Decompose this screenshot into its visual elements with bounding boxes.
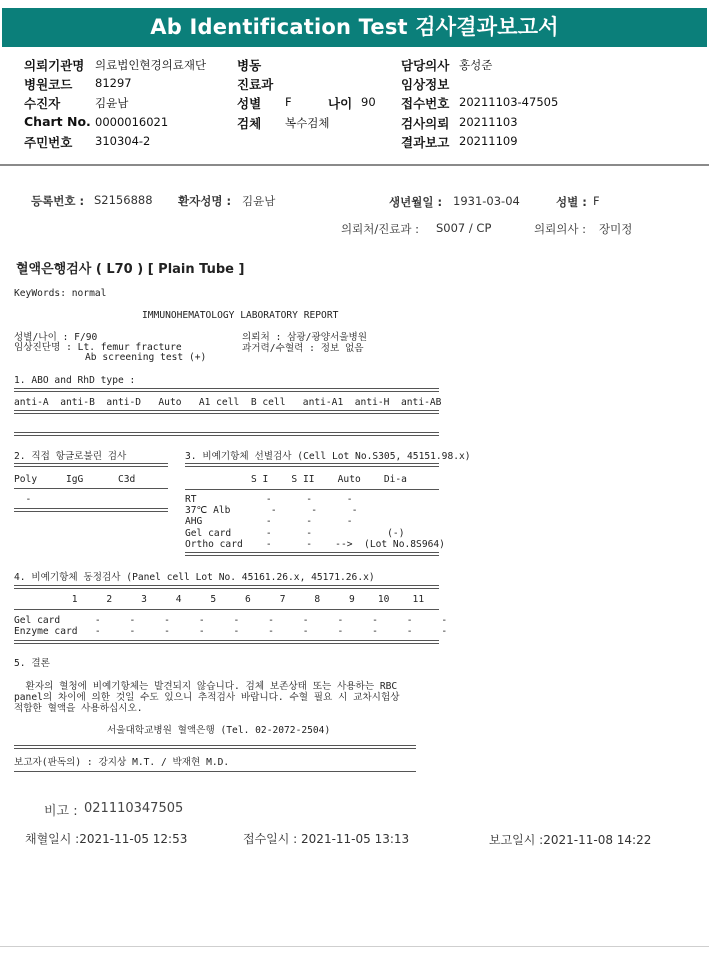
section-1-header: anti-A anti-B anti-D Auto A1 cell B cell anti-A1 anti-H anti-AB bbox=[14, 397, 442, 408]
lab-report-title: IMMUNOHEMATOLOGY LABORATORY REPORT bbox=[142, 310, 339, 321]
patient-name-label: 환자성명 : bbox=[178, 194, 232, 208]
label-institution: 의뢰기관명 bbox=[24, 58, 85, 73]
section-3-rule-top bbox=[185, 463, 439, 467]
bottom-divider bbox=[0, 946, 709, 947]
section-3-row: Ortho card - - --> (Lot No.8S964) bbox=[185, 539, 445, 550]
label-chart-no: Chart No. bbox=[24, 114, 91, 129]
section-2-value: - bbox=[14, 494, 32, 505]
note-label: 비고 : bbox=[44, 804, 78, 819]
section-2-title: 2. 직접 항글로불린 검사 bbox=[14, 451, 127, 462]
label-request-date: 검사의뢰 bbox=[401, 116, 450, 131]
diagnosis-line: 임상진단명 : Lt. femur fracture bbox=[14, 342, 182, 353]
sex-label: 성별 : bbox=[556, 195, 587, 209]
section-4-header: 1 2 3 4 5 6 7 8 9 10 11 bbox=[14, 594, 425, 605]
label-specimen: 검체 bbox=[237, 116, 262, 131]
section-1-title: 1. ABO and RhD type : bbox=[14, 375, 136, 386]
dept-value: S007 / CP bbox=[436, 221, 492, 235]
patient-name-value: 김윤남 bbox=[242, 194, 276, 208]
doctor-value: 장미정 bbox=[599, 222, 633, 236]
section-5-title: 5. 결론 bbox=[14, 658, 50, 669]
label-sex: 성별 bbox=[237, 96, 262, 111]
reporter-rule-bottom bbox=[14, 771, 416, 772]
sex-age-line: 성별/나이 : F/90 bbox=[14, 332, 98, 343]
value-report-date: 20211109 bbox=[459, 134, 518, 148]
reporter-line: 보고자(판독의) : 강지상 M.T. / 박재현 M.D. bbox=[14, 757, 230, 768]
section-3-row: 37℃ Alb - - - bbox=[185, 505, 358, 516]
hospital-contact: 서울대학교병원 혈액은행 (Tel. 02-2072-2504) bbox=[107, 725, 331, 736]
label-resident-no: 주민번호 bbox=[24, 135, 73, 150]
label-accession-no: 접수번호 bbox=[401, 96, 450, 111]
test-title: 혈액은행검사 ( L70 ) [ Plain Tube ] bbox=[16, 262, 245, 277]
keywords: KeyWords: normal bbox=[14, 288, 107, 299]
received-time: 접수일시 : 2021-11-05 13:13 bbox=[243, 832, 410, 846]
history-line: 과거력/수혈력 : 정보 없음 bbox=[242, 343, 364, 354]
label-hospital-code: 병원코드 bbox=[24, 77, 73, 92]
header-divider bbox=[0, 164, 709, 166]
value-sex: F bbox=[285, 95, 292, 109]
reported-time: 보고일시 :2021-11-08 14:22 bbox=[489, 833, 652, 847]
section-1-rule-mid bbox=[14, 410, 439, 414]
label-patient: 수진자 bbox=[24, 96, 61, 111]
section-4-rule-bottom bbox=[14, 640, 439, 644]
section-4-row: Enzyme card - - - - - - - - - - - bbox=[14, 626, 448, 637]
value-physician: 홍성준 bbox=[459, 58, 493, 72]
value-resident-no: 310304-2 bbox=[95, 134, 151, 148]
section-3-rule-bottom bbox=[185, 552, 439, 556]
section-3-title: 3. 비예기항체 선별검사 (Cell Lot No.S305, 45151.98.x) bbox=[185, 451, 471, 462]
section-4-rule-top bbox=[14, 585, 439, 589]
note-value: 021110347505 bbox=[84, 801, 184, 816]
value-accession-no: 20211103-47505 bbox=[459, 95, 559, 109]
label-clinical-info: 임상정보 bbox=[401, 77, 450, 92]
value-hospital-code: 81297 bbox=[95, 76, 132, 90]
sex-value: F bbox=[593, 194, 600, 208]
section-1-rule-bottom bbox=[14, 432, 439, 436]
conclusion-line: 적합한 혈액을 사용하십시오. bbox=[14, 703, 143, 714]
reg-no-label: 등록번호 : bbox=[31, 194, 85, 208]
label-department: 진료과 bbox=[237, 77, 274, 92]
collected-time: 채혈일시 :2021-11-05 12:53 bbox=[25, 832, 188, 846]
section-1-rule-top bbox=[14, 388, 439, 392]
dob-value: 1931-03-04 bbox=[453, 194, 520, 208]
value-age: 90 bbox=[361, 95, 376, 109]
section-4-title: 4. 비예기항체 동정검사 (Panel cell Lot No. 45161.26.x, 45171.26.x) bbox=[14, 572, 375, 583]
value-specimen: 복수검체 bbox=[285, 116, 330, 130]
section-2-rule-mid bbox=[14, 488, 168, 489]
value-chart-no: 0000016021 bbox=[95, 115, 169, 129]
reporter-rule-top bbox=[14, 745, 416, 749]
section-3-row: AHG - - - bbox=[185, 516, 353, 527]
value-request-date: 20211103 bbox=[459, 115, 518, 129]
dob-label: 생년월일 : bbox=[389, 195, 443, 209]
conclusion-line: panel의 차이에 의한 것일 수도 있으니 추적검사 바랍니다. 수혈 필요 시 교차시험상 bbox=[14, 692, 400, 703]
section-4-rule-mid bbox=[14, 609, 439, 610]
reg-no-value: S2156888 bbox=[94, 193, 153, 207]
doctor-label: 의뢰의사 : bbox=[534, 222, 586, 236]
label-age: 나이 bbox=[328, 96, 353, 111]
label-physician: 담당의사 bbox=[401, 58, 450, 73]
section-3-rule-mid bbox=[185, 489, 439, 490]
report-title: Ab Identification Test 검사결과보고서 bbox=[2, 8, 707, 47]
section-4-row: Gel card - - - - - - - - - - - bbox=[14, 615, 448, 626]
section-3-row: Gel card - - (-) bbox=[185, 528, 405, 539]
section-2-rule-top bbox=[14, 463, 168, 467]
referrer-line: 의뢰처 : 삼광/광양서울병원 bbox=[242, 332, 368, 343]
label-report-date: 결과보고 bbox=[401, 135, 450, 150]
section-2-header: Poly IgG C3d bbox=[14, 474, 136, 485]
section-3-header: S I S II Auto Di-a bbox=[251, 474, 407, 485]
section-3-row: RT - - - bbox=[185, 494, 353, 505]
value-patient: 김윤남 bbox=[95, 96, 129, 110]
label-ward: 병동 bbox=[237, 58, 262, 73]
dept-label: 의뢰처/진료과 : bbox=[341, 222, 420, 236]
diagnosis-line-2: Ab screening test (+) bbox=[85, 352, 207, 363]
section-2-rule-bottom bbox=[14, 508, 168, 512]
value-institution: 의료법인현경의료재단 bbox=[95, 58, 207, 72]
conclusion-line: 환자의 혈청에 비예기항체는 발견되지 않습니다. 검체 보존상태 또는 사용하는 RBC bbox=[14, 681, 398, 692]
